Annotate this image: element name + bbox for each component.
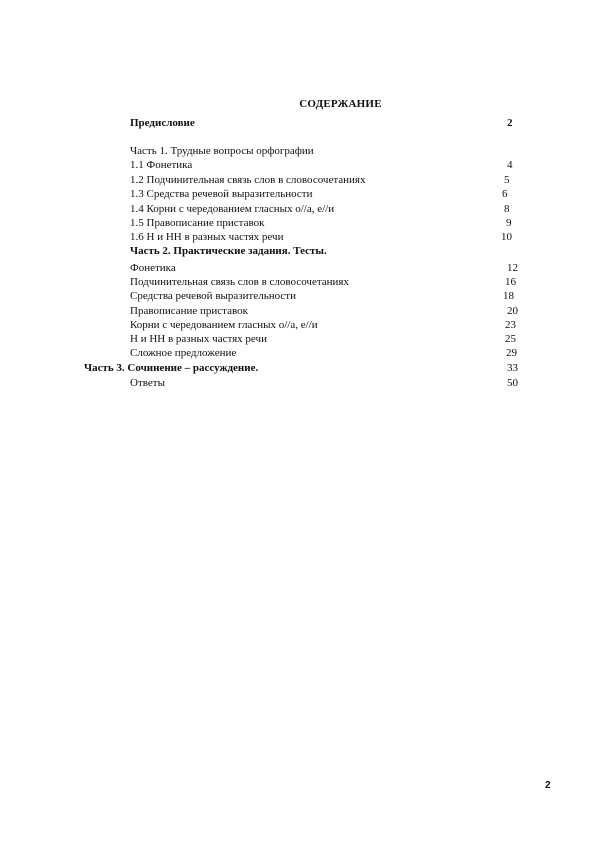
toc-entry [0,347,595,361]
toc-entry-text: Средства речевой выразительности [130,290,296,302]
toc-entry-page: 20 [507,305,518,317]
toc-entry-text: Сложное предложение [130,347,237,359]
toc-entry-page: 6 [502,188,508,200]
toc-entry-page: 8 [504,203,510,215]
toc-entry-text: Н и НН в разных частях речи [130,333,267,345]
toc-entry [0,290,595,304]
toc-entry-part-3 [0,362,595,376]
toc-entry [0,262,595,276]
toc-entry-page: 33 [507,362,518,374]
toc-entry [0,203,595,217]
toc-entry-page: 4 [507,159,513,171]
toc-entry-text: Часть 1. Трудные вопросы орфографии [130,145,314,157]
toc-entry-text: Часть 2. Практические задания. Тесты. [130,245,327,257]
toc-entry-page: 2 [507,117,513,129]
toc-entry-part-1 [0,145,595,159]
toc-entry [0,276,595,290]
toc-entry-page: 29 [506,347,517,359]
toc-entry-page: 18 [503,290,514,302]
toc-entry [0,159,595,173]
toc-entry [0,231,595,245]
page-number: 2 [545,780,551,791]
toc-entry-page: 16 [505,276,516,288]
toc-entry-text: Фонетика [130,262,176,274]
toc-entry-text: Часть 3. Сочинение – рассуждение. [84,362,259,374]
toc-entry-page: 25 [505,333,516,345]
toc-entry-text: 1.1 Фонетика [130,159,193,171]
toc-entry-page: 12 [507,262,518,274]
toc-entry-page: 23 [505,319,516,331]
toc-entry [0,319,595,333]
toc-entry [0,188,595,202]
toc-entry-page: 9 [506,217,512,229]
toc-entry [0,377,595,391]
toc-entry-text: Предисловие [130,117,195,129]
toc-entry-page: 50 [507,377,518,389]
toc-entry-text: Корни с чередованием гласных о//а, е//и [130,319,318,331]
toc-entry [0,174,595,188]
page-title: СОДЕРЖАНИЕ [299,98,382,110]
toc-entry-text: 1.2 Подчинительная связь слов в словосочетаниях [130,174,366,186]
toc-entry-text: 1.3 Средства речевой выразительности [130,188,313,200]
toc-entry-text: Ответы [130,377,165,389]
toc-entry-text: Подчинительная связь слов в словосочетаниях [130,276,349,288]
toc-entry-text: 1.5 Правописание приставок [130,217,265,229]
toc-entry [0,305,595,319]
toc-entry-part-2 [0,245,595,259]
toc-entry-text: Правописание приставок [130,305,248,317]
toc-entry [0,333,595,347]
toc-entry-text: 1.4 Корни с чередованием гласных о//а, е//и [130,203,335,215]
toc-entry-text: 1.6 Н и НН в разных частях речи [130,231,284,243]
toc-entry-page: 5 [504,174,510,186]
toc-entry-page: 10 [501,231,512,243]
toc-entry-preface [0,117,595,131]
toc-entry [0,217,595,231]
